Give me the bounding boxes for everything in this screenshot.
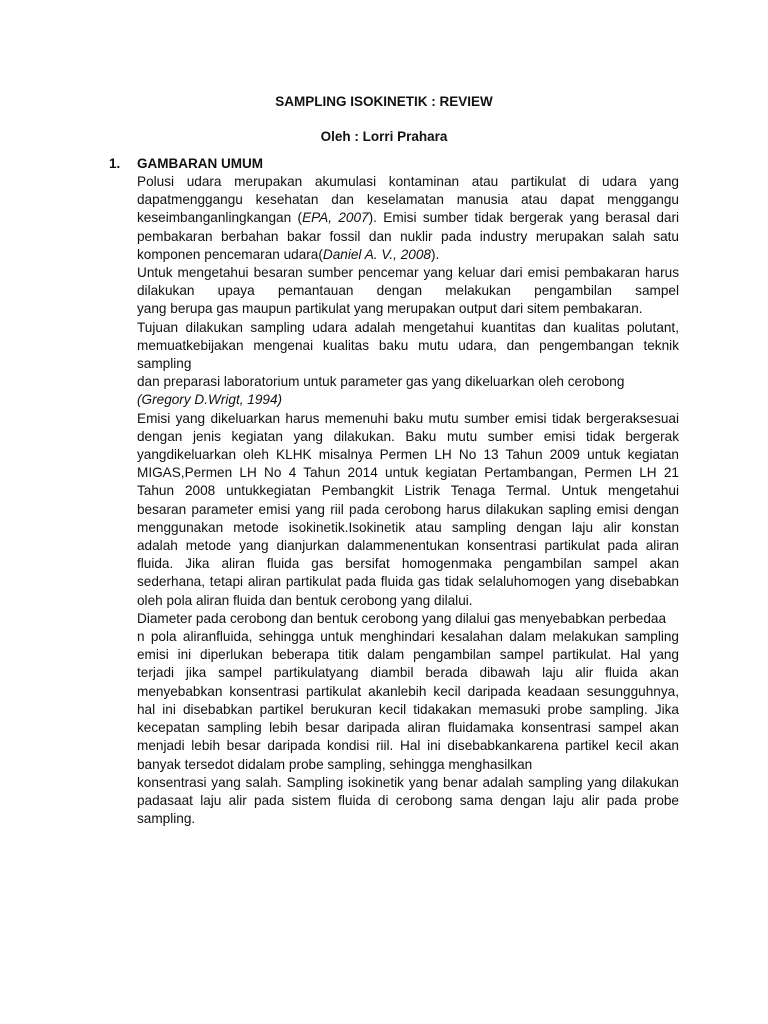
body-text-line: Polusi udara merupakan akumulasi kontaminan atau partikulat di udara yang (137, 174, 679, 189)
body-text-line: adalah metode yang dianjurkan dalammenentukan konsentrasi partikulat pada aliran (137, 538, 679, 554)
section-heading (109, 155, 263, 173)
line-text: komponen pencemaran udara( (137, 246, 323, 262)
body-text-line: Tujuan dilakukan sampling udara adalah mengetahui kuantitas dan kualitas polutant, (137, 319, 679, 335)
section-title: GAMBARAN UMUM (137, 156, 263, 171)
body-text-line: Emisi yang dikeluarkan harus memenuhi baku mutu sumber emisi tidak bergeraksesuai (137, 410, 679, 426)
body-text-line (137, 246, 679, 264)
body-text-line: Tahun 2008 untukkegiatan Pembangkit Listrik Tenaga Termal. Untuk mengetahui (137, 483, 679, 499)
body-text-line: menyebabkan konsentrasi partikulat akanlebih kecil daripada keadaan sesungguhnya, (137, 683, 679, 699)
line-text: ). (430, 246, 440, 262)
body-text-line: n pola aliranfluida, sehingga untuk menghindari kesalahan dalam melakukan sampling (137, 629, 679, 645)
citation: Daniel A. V., 2008 (322, 246, 431, 262)
line-text: keseimbanganlingkangan ( (137, 210, 303, 226)
body-text-line: sederhana, tetapi aliran partikulat pada fluida gas tidak selaluhomogen yang disebabkan (137, 574, 679, 590)
body-text-line: besaran parameter emisi yang riil pada cerobong harus dilakukan sapling emisi dengan (137, 501, 679, 517)
body-text-line: sampling (137, 356, 192, 372)
body-text-line: memuatkebijakan mengenai kualitas baku mutu udara, dan pengembangan teknik (137, 337, 679, 353)
body-text-line (137, 391, 679, 409)
body-text-line: fluida. Jika aliran fluida gas bersifat homogenmaka pengambilan sampel akan (137, 556, 679, 572)
body-text-line: terjadi jika sampel partikulatyang diambil berada dibawah laju alir fluida akan (137, 665, 679, 681)
document-title: SAMPLING ISOKINETIK : REVIEW (275, 94, 493, 109)
body-text-line: padasaat laju alir pada sistem fluida di cerobong sama dengan laju alir pada probe (137, 792, 679, 808)
body-text-line: pembakaran berbahan bakar fossil dan nuklir pada industry merupakan salah satu (137, 228, 679, 244)
body-text-line: kecepatan sampling lebih besar daripada aliran fluidamaka konsentrasi sampel akan (137, 720, 679, 736)
body-text-line: dan preparasi laboratorium untuk parameter gas yang dikeluarkan oleh cerobong (137, 374, 625, 390)
body-text-line: Untuk mengetahui besaran sumber pencemar yang keluar dari emisi pembakaran harus (137, 265, 679, 281)
body-text-line: yang berupa gas maupun partikulat yang merupakan output dari sitem pembakaran. (137, 301, 643, 317)
section-body (137, 173, 679, 828)
body-text-line: Diameter pada cerobong dan bentuk cerobong yang dilalui gas menyebabkan perbedaa (137, 610, 667, 626)
body-text-line: hal ini disebabkan partikel berukuran kecil tidakakan memasuki probe sampling. Jika (137, 701, 679, 717)
body-text-line: MIGAS,Permen LH No 4 Tahun 2014 untuk kegiatan Pertambangan, Permen LH 21 (137, 465, 679, 481)
body-text-line: dapatmenggangu kesehatan dan keselamatan manusia atau dapat menggangu (137, 192, 679, 208)
body-text-line: dengan jenis kegiatan yang dilakukan. Baku mutu sumber emisi tidak bergerak (137, 428, 679, 444)
section-number: 1. (109, 156, 121, 171)
line-text: ). Emisi sumber tidak bergerak yang berasal dari (368, 210, 679, 226)
body-text-line: dilakukan upaya pemantauan dengan melakukan pengambilan sampel (137, 283, 679, 299)
body-text-line: menggunakan metode isokinetik.Isokinetik atau sampling dengan laju alir konstan (137, 519, 679, 535)
body-text-line (137, 209, 679, 227)
document-author: Oleh : Lorri Prahara (320, 129, 448, 144)
citation: (Gregory D.Wrigt, 1994) (137, 392, 283, 408)
body-text-line: yangdikeluarkan oleh KLHK misalnya Permen LH No 13 Tahun 2009 untuk kegiatan (137, 447, 679, 463)
body-text-line: konsentrasi yang salah. Sampling isokinetik yang benar adalah sampling yang dilakukan (137, 774, 679, 790)
body-text-line: banyak tersedot didalam probe sampling, sehingga menghasilkan (137, 756, 533, 772)
body-text-line: emisi ini diperlukan beberapa titik dalam pengambilan sampel partikulat. Hal yang (137, 647, 679, 663)
citation: EPA, 2007 (302, 210, 369, 226)
body-text-line: menjadi lebih besar daripada kondisi riil. Hal ini disebabkankarena partikel kecil akan (137, 738, 679, 754)
body-text-line: sampling. (137, 811, 196, 827)
body-text-line: oleh pola aliran fluida dan bentuk cerobong yang dilalui. (137, 592, 473, 608)
